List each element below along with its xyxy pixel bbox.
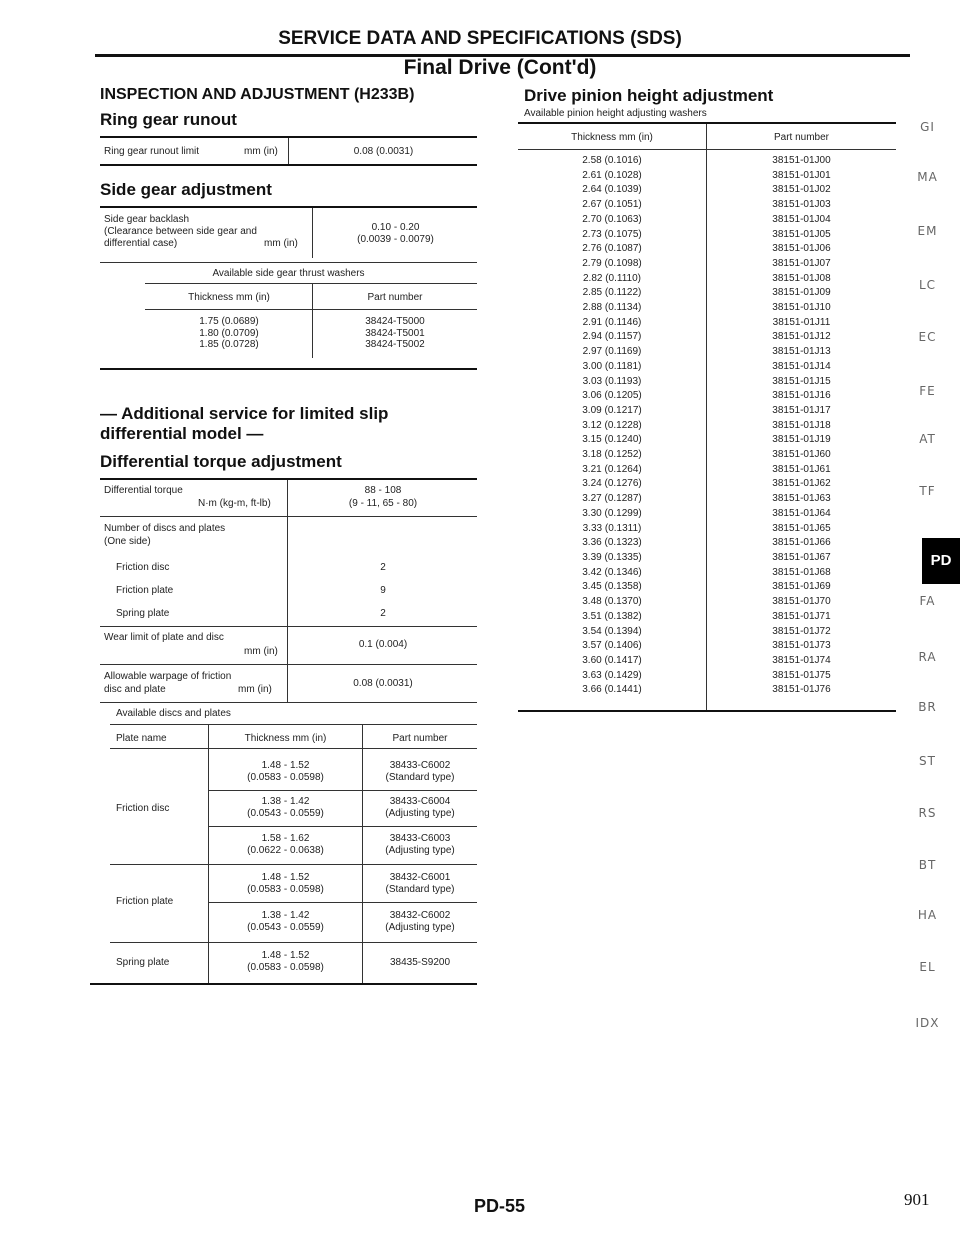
warpage-value: 0.08 (0.0031)	[353, 678, 413, 689]
col-thickness: Thickness mm (in)	[571, 132, 653, 143]
list-item: 3.63 (0.1429)	[582, 669, 642, 681]
list-item: 38151-01J09	[772, 287, 831, 299]
table-cell: 38433-C6004	[389, 796, 451, 807]
list-item: 38151-01J06	[772, 243, 831, 255]
list-item: 1.80 (0.0709)	[199, 327, 259, 339]
tab-at[interactable]: AT	[919, 432, 936, 446]
tab-fa[interactable]: FA	[919, 594, 936, 608]
spring-plate-value: 2	[380, 608, 386, 619]
plate-name-friction-disc: Friction disc	[116, 803, 170, 814]
rule	[100, 702, 477, 703]
list-item: 38151-01J71	[772, 610, 831, 622]
rule	[110, 864, 477, 865]
list-item: 2.73 (0.1075)	[582, 228, 642, 240]
list-item: 2.79 (0.1098)	[582, 257, 642, 269]
list-item: 38151-01J01	[772, 169, 831, 181]
list-item: 38151-01J04	[772, 213, 831, 225]
list-item: 3.66 (0.1441)	[582, 684, 642, 696]
page-number: 901	[904, 1190, 930, 1209]
list-item: 3.60 (0.1417)	[582, 654, 642, 666]
warpage-label-2: disc and plate	[104, 684, 166, 695]
page-header-subtitle: Final Drive (Cont'd)	[403, 56, 597, 79]
rule	[145, 309, 477, 310]
list-item: 38151-01J05	[772, 228, 831, 240]
table-cell: 38432-C6001	[389, 872, 451, 883]
list-item: 38151-01J66	[772, 537, 831, 549]
list-item: 38424-T5000	[365, 316, 425, 327]
ring-gear-unit: mm (in)	[244, 146, 278, 157]
list-item: 38151-01J63	[772, 493, 831, 505]
list-item: 3.18 (0.1252)	[582, 449, 642, 461]
list-item: 38151-01J67	[772, 551, 831, 563]
list-item: 38151-01J19	[772, 434, 831, 446]
table-cell: (Standard type)	[385, 772, 455, 783]
list-item: 1.75 (0.0689)	[199, 316, 259, 327]
rule	[110, 942, 477, 943]
list-item: 2.70 (0.1063)	[582, 213, 642, 225]
tab-idx[interactable]: IDX	[915, 1016, 940, 1030]
col-thickness: Thickness mm (in)	[188, 292, 270, 303]
backlash-unit: mm (in)	[264, 238, 298, 249]
list-item: 38151-01J03	[772, 199, 831, 211]
rule	[518, 122, 896, 124]
friction-plate-label: Friction plate	[116, 585, 174, 596]
list-item: 38151-01J72	[772, 625, 831, 637]
table-cell: (0.0583 - 0.0598)	[247, 884, 324, 895]
tab-bt[interactable]: BT	[918, 858, 937, 872]
page-code: PD-55	[474, 1196, 526, 1216]
plate-name-spring-plate: Spring plate	[116, 957, 170, 968]
rule	[100, 262, 477, 263]
friction-disc-value: 2	[380, 562, 386, 573]
washer-thickness-list	[145, 316, 313, 351]
rule	[100, 368, 477, 370]
tab-ec[interactable]: EC	[918, 330, 937, 344]
discs-label-2: (One side)	[104, 536, 151, 547]
list-item: 3.42 (0.1346)	[582, 566, 642, 578]
friction-plate-value: 9	[380, 585, 386, 596]
warpage-label-1: Allowable warpage of friction	[104, 671, 232, 682]
rule	[209, 902, 477, 903]
list-item: 38151-01J64	[772, 507, 831, 519]
torque-value-1: 88 - 108	[364, 485, 402, 496]
tab-br[interactable]: BR	[918, 700, 937, 714]
rule	[100, 164, 477, 166]
tab-ma[interactable]: MA	[917, 170, 938, 184]
page-header-title: SERVICE DATA AND SPECIFICATIONS (SDS)	[278, 28, 682, 49]
friction-disc-label: Friction disc	[116, 562, 170, 573]
pinion-part-list	[707, 154, 896, 698]
list-item: 38151-01J73	[772, 640, 831, 652]
tab-rs[interactable]: RS	[918, 806, 937, 820]
rule	[100, 478, 477, 480]
list-item: 38151-01J15	[772, 375, 831, 387]
list-item: 38151-01J75	[772, 669, 831, 681]
list-item: 2.76 (0.1087)	[582, 243, 642, 255]
wear-label: Wear limit of plate and disc	[104, 632, 224, 643]
table-cell: (0.0583 - 0.0598)	[247, 962, 324, 973]
table-cell: 38433-C6003	[389, 833, 451, 844]
table-cell: 1.38 - 1.42	[261, 910, 310, 921]
list-item: 38424-T5001	[365, 327, 425, 339]
col-part: Part number	[367, 292, 423, 303]
rule	[100, 206, 477, 208]
list-item: 2.67 (0.1051)	[582, 199, 642, 211]
divider	[288, 138, 289, 164]
ring-gear-value: 0.08 (0.0031)	[353, 146, 414, 157]
lsd-title-2: differential model —	[100, 424, 264, 443]
table-cell: (0.0543 - 0.0559)	[247, 808, 324, 819]
table-cell: (0.0583 - 0.0598)	[247, 772, 324, 783]
table-cell: 38432-C6002	[389, 910, 451, 921]
list-item: 38151-01J12	[772, 331, 831, 343]
list-item: 38151-01J16	[772, 390, 831, 402]
divider	[287, 480, 288, 702]
col-part-number: Part number	[773, 132, 830, 143]
table-cell: 1.58 - 1.62	[261, 833, 310, 844]
list-item: 38151-01J10	[772, 302, 831, 314]
table-cell: 1.48 - 1.52	[261, 872, 310, 883]
spring-plate-label: Spring plate	[116, 608, 170, 619]
table-cell: (Standard type)	[385, 884, 455, 895]
backlash-label-3: differential case)	[104, 238, 178, 249]
avail-caption: Available discs and plates	[116, 708, 231, 719]
plate-name-friction-plate: Friction plate	[116, 896, 174, 907]
rule	[100, 626, 477, 627]
list-item: 3.36 (0.1323)	[582, 537, 642, 549]
rule	[100, 516, 477, 517]
table-cell: 1.48 - 1.52	[261, 760, 310, 771]
torque-title: Differential torque adjustment	[100, 452, 342, 471]
list-item: 38151-01J08	[772, 272, 831, 284]
wear-unit: mm (in)	[244, 646, 278, 657]
list-item: 38151-01J00	[772, 155, 831, 166]
list-item: 3.45 (0.1358)	[582, 581, 642, 593]
list-item: 2.85 (0.1122)	[582, 287, 642, 299]
list-item: 3.54 (0.1394)	[582, 625, 642, 637]
washers-caption: Available side gear thrust washers	[212, 268, 365, 279]
pinion-caption: Available pinion height adjusting washers	[524, 108, 707, 119]
table-cell: 38433-C6002	[389, 760, 451, 771]
table-cell: 1.38 - 1.42	[261, 796, 310, 807]
list-item: 3.03 (0.1193)	[582, 375, 642, 387]
list-item: 2.61 (0.1028)	[582, 169, 642, 181]
discs-label-1: Number of discs and plates	[104, 523, 226, 534]
list-item: 38151-01J13	[772, 346, 831, 358]
list-item: 38151-01J65	[772, 522, 831, 534]
washer-part-list	[313, 316, 477, 351]
list-item: 2.64 (0.1039)	[582, 184, 642, 196]
section-title: INSPECTION AND ADJUSTMENT (H233B)	[100, 86, 415, 103]
backlash-label-1: Side gear backlash	[104, 214, 190, 225]
torque-value-2: (9 - 11, 65 - 80)	[348, 498, 418, 509]
list-item: 38151-01J07	[772, 257, 831, 269]
lsd-title-1: — Additional service for limited slip	[100, 404, 389, 423]
list-item: 3.39 (0.1335)	[582, 551, 642, 563]
list-item: 38151-01J70	[772, 596, 831, 608]
table-cell: (Adjusting type)	[385, 845, 455, 856]
list-item: 38151-01J18	[772, 419, 831, 431]
rule	[90, 983, 477, 985]
tab-gi[interactable]: GI	[920, 120, 935, 134]
tab-el[interactable]: EL	[919, 960, 936, 974]
torque-label: Differential torque	[104, 485, 183, 496]
list-item: 38151-01J76	[772, 684, 831, 696]
list-item: 1.85 (0.0728)	[199, 339, 259, 351]
table-cell: 38435-S9200	[389, 957, 451, 968]
warpage-unit: mm (in)	[238, 684, 272, 695]
col-thickness: Thickness mm (in)	[244, 733, 327, 744]
list-item: 2.91 (0.1146)	[582, 316, 642, 328]
rule	[518, 710, 896, 712]
ring-gear-label: Ring gear runout limit	[104, 146, 200, 157]
col-part-number: Part number	[392, 733, 448, 744]
list-item: 3.06 (0.1205)	[582, 390, 642, 402]
table-cell: (Adjusting type)	[385, 922, 455, 933]
list-item: 3.48 (0.1370)	[582, 596, 642, 608]
table-cell: (0.0543 - 0.0559)	[247, 922, 324, 933]
list-item: 2.97 (0.1169)	[582, 346, 642, 358]
list-item: 3.21 (0.1264)	[582, 463, 642, 475]
backlash-value-2: (0.0039 - 0.0079)	[357, 234, 434, 245]
list-item: 38151-01J68	[772, 566, 831, 578]
pinion-thickness-list	[518, 154, 706, 698]
rule	[110, 724, 477, 725]
list-item: 38151-01J02	[772, 184, 831, 196]
table-cell: 1.48 - 1.52	[261, 950, 310, 961]
rule	[518, 149, 896, 150]
list-item: 3.00 (0.1181)	[582, 360, 642, 372]
list-item: 38151-01J11	[772, 316, 831, 328]
rule	[100, 664, 477, 665]
list-item: 3.24 (0.1276)	[582, 478, 642, 490]
list-item: 38424-T5002	[365, 339, 425, 351]
tab-ha[interactable]: HA	[917, 908, 938, 922]
list-item: 2.94 (0.1157)	[582, 331, 642, 343]
backlash-value-1: 0.10 - 0.20	[371, 222, 420, 233]
wear-value: 0.1 (0.004)	[358, 639, 408, 650]
pinion-title: Drive pinion height adjustment	[524, 86, 774, 105]
list-item: 3.33 (0.1311)	[582, 522, 642, 534]
list-item: 3.57 (0.1406)	[582, 640, 642, 652]
list-item: 3.12 (0.1228)	[582, 419, 642, 431]
rule	[209, 826, 477, 827]
divider	[312, 208, 313, 258]
list-item: 3.15 (0.1240)	[582, 434, 642, 446]
tab-tf[interactable]: TF	[919, 484, 936, 498]
list-item: 38151-01J69	[772, 581, 831, 593]
ring-gear-title: Ring gear runout	[100, 110, 237, 129]
table-cell: (0.0622 - 0.0638)	[247, 845, 324, 856]
list-item: 38151-01J61	[772, 463, 831, 475]
rule	[145, 283, 477, 284]
list-item: 38151-01J17	[772, 404, 831, 416]
tab-fe[interactable]: FE	[919, 384, 936, 398]
tab-ra[interactable]: RA	[918, 650, 937, 664]
list-item: 38151-01J74	[772, 654, 831, 666]
tab-active-pd[interactable]: PD	[922, 538, 960, 584]
list-item: 2.82 (0.1110)	[582, 272, 641, 284]
list-item: 38151-01J62	[772, 478, 831, 490]
list-item: 3.30 (0.1299)	[582, 507, 642, 519]
list-item: 38151-01J60	[772, 449, 831, 461]
list-item: 3.51 (0.1382)	[582, 610, 642, 622]
table-cell: (Adjusting type)	[385, 808, 455, 819]
backlash-label-2: (Clearance between side gear and	[104, 226, 257, 237]
tab-em[interactable]: EM	[917, 224, 938, 238]
torque-unit: N·m (kg-m, ft-lb)	[198, 498, 271, 509]
list-item: 38151-01J14	[772, 360, 831, 372]
col-plate-name: Plate name	[116, 733, 167, 744]
list-item: 3.09 (0.1217)	[582, 404, 642, 416]
rule	[110, 748, 477, 749]
list-item: 3.27 (0.1287)	[582, 493, 642, 505]
rule	[209, 790, 477, 791]
tab-lc[interactable]: LC	[918, 278, 937, 292]
side-gear-title: Side gear adjustment	[100, 180, 272, 199]
list-item: 2.58 (0.1016)	[582, 155, 642, 166]
list-item: 2.88 (0.1134)	[582, 302, 642, 314]
tab-st[interactable]: ST	[919, 754, 936, 768]
